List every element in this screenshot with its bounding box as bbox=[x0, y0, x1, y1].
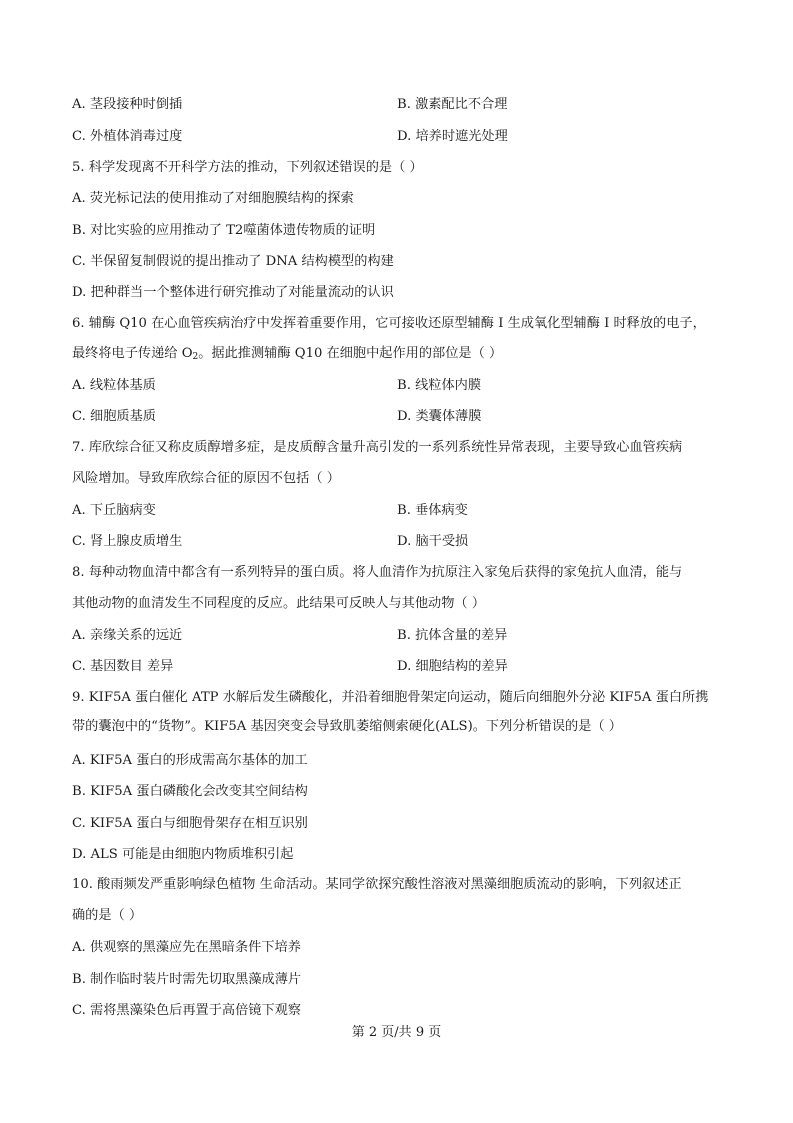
q7-stem-line-1: 7. 库欣综合征又称皮质醇增多症，是皮质醇含量升高引发的一系列系统性异常表现，主要导致心血管疾病 bbox=[72, 440, 683, 455]
q8-option-d: D. 细胞结构的差异 bbox=[397, 659, 508, 674]
q8-stem-line-2: 其他动物的血清发生不同程度的反应。此结果可反映人与其他动物（ ） bbox=[72, 596, 486, 611]
q10-option-c: C. 需将黑藻染色后再置于高倍镜下观察 bbox=[72, 1003, 302, 1018]
q5-option-a: A. 荧光标记法的使用推动了对细胞膜结构的探索 bbox=[72, 191, 354, 206]
q7-option-a: A. 下丘脑病变 bbox=[72, 503, 156, 518]
q10-stem-line-1: 10. 酸雨频发严重影响绿色植物 生命活动。某同学欲探究酸性溶液对黑藻细胞质流动的影响，下列叙述正 bbox=[72, 877, 682, 892]
q7-stem-line-2: 风险增加。导致库欣综合征的原因不包括（ ） bbox=[72, 471, 340, 486]
page-number-footer: 第 2 页/共 9 页 bbox=[351, 1025, 442, 1040]
q4-option-b: B. 激素配比不合理 bbox=[397, 97, 508, 112]
q6-option-d: D. 类囊体薄膜 bbox=[397, 409, 482, 424]
q9-option-d: D. ALS 可能是由细胞内物质堆积引起 bbox=[72, 847, 294, 862]
q10-option-b: B. 制作临时装片时需先切取黑藻成薄片 bbox=[72, 972, 302, 987]
q6-option-c: C. 细胞质基质 bbox=[72, 409, 156, 424]
q7-option-d: D. 脑干受损 bbox=[397, 534, 469, 549]
q5-option-c: C. 半保留复制假说的提出推动了 DNA 结构模型的构建 bbox=[72, 254, 394, 269]
subscript-2: 2 bbox=[192, 352, 199, 362]
q5-stem: 5. 科学发现离不开科学方法的推动，下列叙述错误的是（ ） bbox=[72, 160, 423, 175]
q4-option-a: A. 茎段接种时倒插 bbox=[72, 97, 183, 112]
q8-option-b: B. 抗体含量的差异 bbox=[397, 628, 508, 643]
q9-option-a: A. KIF5A 蛋白的形成需高尔基体的加工 bbox=[72, 753, 308, 768]
q8-option-a: A. 亲缘关系的远近 bbox=[72, 628, 183, 643]
q5-option-d: D. 把种群当一个整体进行研究推动了对能量流动的认识 bbox=[72, 285, 394, 300]
q10-stem-line-2: 确的是（ ） bbox=[72, 908, 143, 923]
q6-stem-line-2 bbox=[72, 345, 502, 363]
q5-option-b: B. 对比实验的应用推动了 T2噬菌体遗传物质的证明 bbox=[72, 223, 376, 238]
q4-option-c: C. 外植体消毒过度 bbox=[72, 129, 183, 144]
q7-option-c: C. 肾上腺皮质增生 bbox=[72, 534, 183, 549]
q7-option-b: B. 垂体病变 bbox=[397, 503, 468, 518]
q8-option-c: C. 基因数目 差异 bbox=[72, 659, 174, 674]
q9-stem-line-2: 带的囊泡中的“货物”。KIF5A 基因突变会导致肌萎缩侧索硬化(ALS)。下列分析错误的是（ ） bbox=[72, 719, 622, 734]
q10-option-a: A. 供观察的黑藻应先在黑暗条件下培养 bbox=[72, 940, 301, 955]
q6-stem-line-1: 6. 辅酶 Q10 在心血管疾病治疗中发挥着重要作用，它可接收还原型辅酶 I 生成氧化型辅酶 I 时释放的电子， bbox=[72, 316, 706, 331]
q8-stem-line-1: 8. 每种动物血清中都含有一系列特异的蛋白质。将人血清作为抗原注入家兔后获得的家兔抗人血清，能与 bbox=[72, 565, 683, 580]
q4-option-d: D. 培养时遮光处理 bbox=[397, 129, 508, 144]
q6-option-a: A. 线粒体基质 bbox=[72, 378, 156, 393]
q9-option-c: C. KIF5A 蛋白与细胞骨架存在相互识别 bbox=[72, 816, 308, 831]
q6-option-b: B. 线粒体内膜 bbox=[397, 378, 482, 393]
q9-option-b: B. KIF5A 蛋白磷酸化会改变其空间结构 bbox=[72, 784, 308, 799]
q9-stem-line-1: 9. KIF5A 蛋白催化 ATP 水解后发生磷酸化，并沿着细胞骨架定向运动，随后向细胞外分泌 KIF5A 蛋白所携 bbox=[72, 690, 709, 705]
q6-stem-text: 最终将电子传递给 O bbox=[72, 346, 193, 361]
q6-stem-text-tail: 。据此推测辅酶 Q10 在细胞中起作用的部位是（ ） bbox=[198, 346, 503, 361]
